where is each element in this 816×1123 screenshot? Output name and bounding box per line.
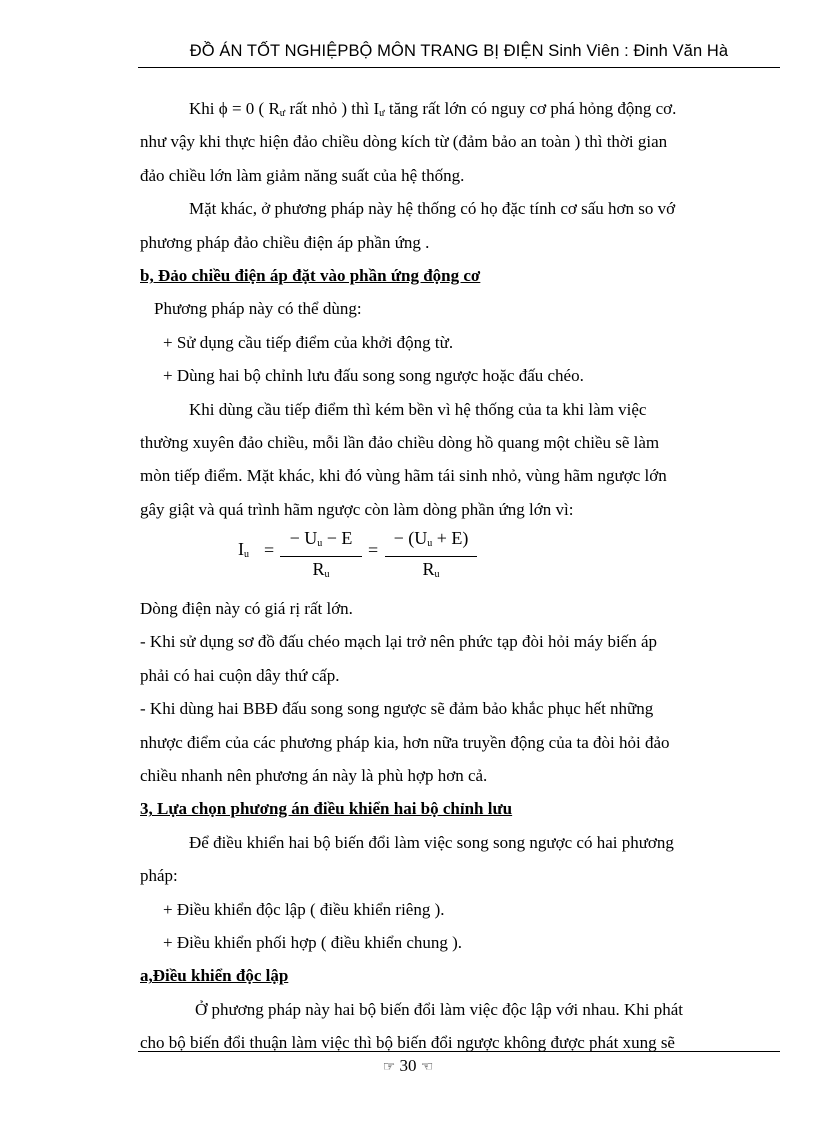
footer-rule [138,1051,780,1052]
paragraph-line: Khi dùng cầu tiếp điểm thì kém bền vì hệ thống của ta khi làm việc [189,399,647,419]
fraction-bar [385,556,477,557]
equals-sign: = [264,540,275,561]
paragraph-line: Ở phương pháp này hai bộ biến đổi làm việc độc lập với nhau. Khi phát [195,999,683,1019]
pointing-hand-right-icon: ☜ [420,1060,434,1075]
paragraph-line: như vậy khi thực hiện đảo chiều dòng kích từ (đảm bảo an toàn ) thì thời gian [140,132,668,152]
numerator-2: − $(U_u + E)$ [393,528,469,550]
paragraph-line: Khi ϕ = 0 ( $R_ư$ rất nhỏ ) thì $I_ư$ tăng rất lớn có nguy cơ phá hỏng động cơ. [189,99,677,119]
paragraph-line: Dòng điện này có giá rị rất lớn. [140,599,353,619]
equals-sign: = [368,540,379,561]
list-item: + Điều khiển độc lập ( điều khiển riêng ). [163,899,445,919]
page-number: 30 [399,1056,417,1075]
paragraph-line: mòn tiếp điểm. Mặt khác, khi đó vùng hãm tái sinh nhỏ, vùng hãm ngược lớn [140,466,667,486]
denominator-1: $R_u$ [312,559,330,581]
section-heading-a: a,Điều khiển độc lập [140,966,289,986]
paragraph-line: phương pháp đảo chiều điện áp phần ứng . [140,232,430,252]
paragraph-line: - Khi dùng hai BBĐ đấu song song ngược sẽ đảm bảo khắc phục hết những [140,699,654,719]
paragraph-line: chiều nhanh nên phương án này là phù hợp hơn cả. [140,766,488,786]
fraction-bar [280,556,362,557]
formula-lhs: $I_u$ [238,539,249,561]
numerator-1: − $U_u - E$ [289,528,353,550]
paragraph-line: - Khi sử dụng sơ đồ đấu chéo mạch lại trở nên phức tạp đòi hỏi máy biến áp [140,632,658,652]
paragraph-line: Để điều khiển hai bộ biến đổi làm việc song song ngược có hai phương [189,832,674,852]
paragraph-line: thường xuyên đảo chiều, mỗi lần đảo chiều dòng hồ quang một chiều sẽ làm [140,432,660,452]
paragraph-line: Phương pháp này có thể dùng: [154,299,362,319]
fraction-2 [385,528,477,585]
paragraph-line: pháp: [140,866,178,886]
fraction-1 [280,528,362,585]
paragraph-line: phải có hai cuộn dây thứ cấp. [140,665,340,685]
page-header: ĐỒ ÁN TỐT NGHIỆPBỘ MÔN TRANG BỊ ĐIỆN Sinh Viên : Đinh Văn Hà [189,42,729,60]
denominator-2: $R_u$ [422,559,440,581]
paragraph-line: cho bộ biến đổi thuận làm việc thì bộ biến đổi ngược không được phát xung sẽ [140,1033,675,1053]
list-item: + Sử dụng cầu tiếp điểm của khởi động từ. [163,332,454,352]
paragraph-line: đảo chiều lớn làm giảm năng suất của hệ thống. [140,165,465,185]
page-footer [0,1056,816,1076]
paragraph-line: gây giật và quá trình hãm ngược còn làm dòng phần ứng lớn vì: [140,499,574,519]
list-item: + Dùng hai bộ chỉnh lưu đấu song song ngược hoặc đấu chéo. [163,366,584,386]
list-item: + Điều khiển phối hợp ( điều khiển chung ). [163,932,463,952]
paragraph-line: nhược điểm của các phương pháp kia, hơn nữa truyền động của ta đòi hỏi đảo [140,732,670,752]
section-heading-3: 3, Lựa chọn phương án điều khiển hai bộ chỉnh lưu [140,799,513,819]
page-content [140,92,752,1060]
header-rule [138,67,780,68]
section-heading-b: b, Đảo chiều điện áp đặt vào phần ứng động cơ [140,265,481,285]
pointing-hand-left-icon: ☞ [382,1060,396,1075]
current-formula [140,526,752,592]
paragraph-line: Mặt khác, ở phương pháp này hệ thống có họ đặc tính cơ sấu hơn so vớ [189,199,676,219]
